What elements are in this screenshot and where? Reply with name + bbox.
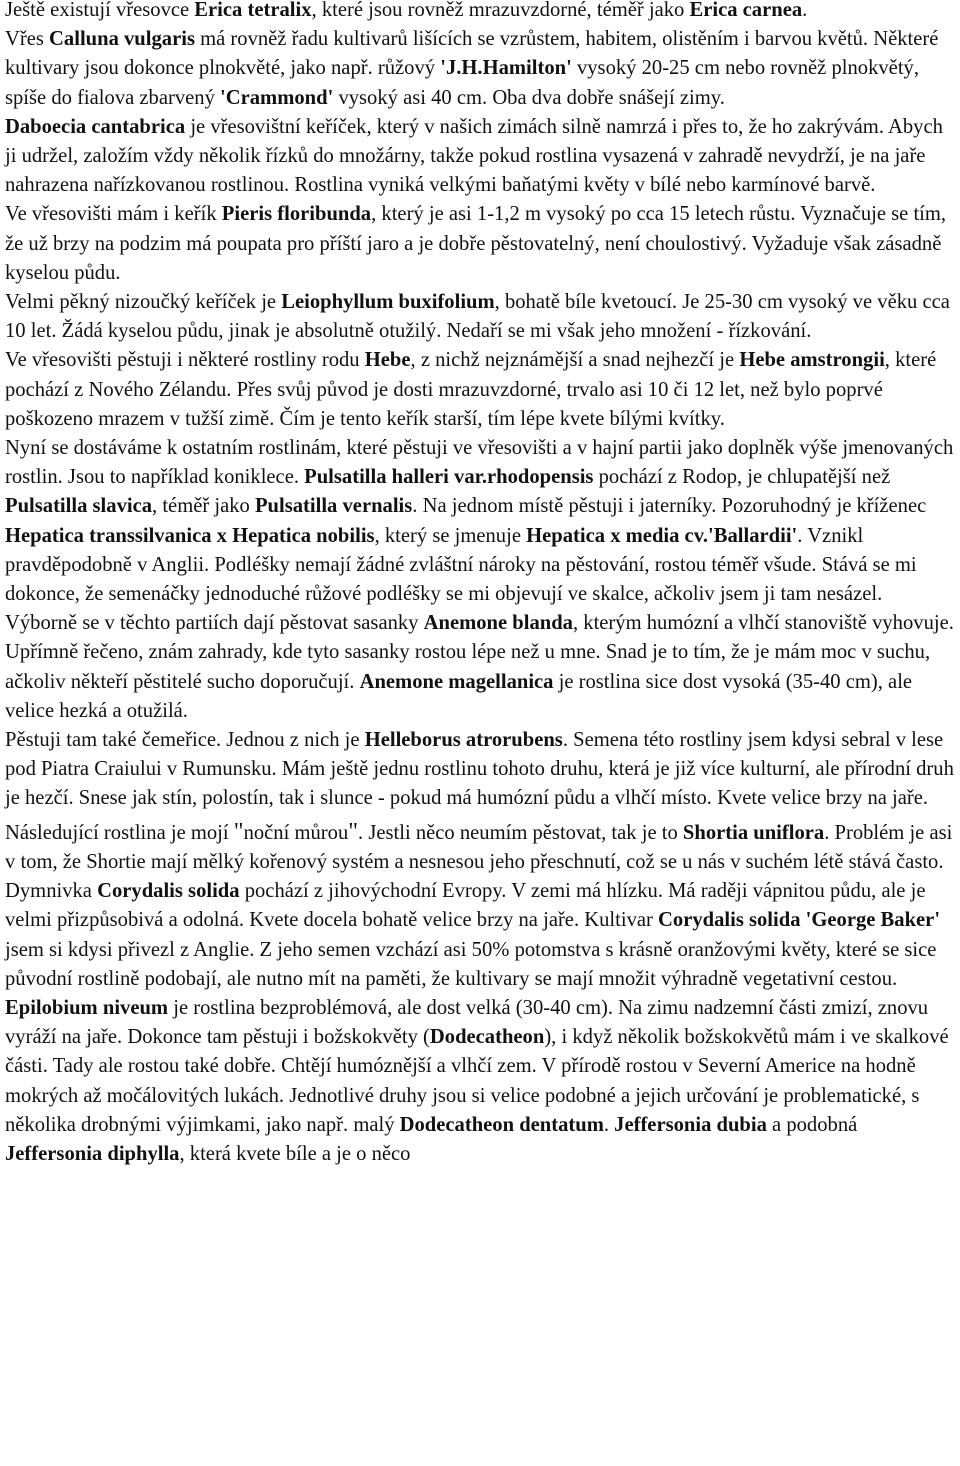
para-daboecia <box>5 113 957 201</box>
text-segment: ), i když několik božskokvětů mám i ve skalkové části. Tady ale rostou také dobře. Chtějí humóznější a vlhčí zem. V přírodě rostou v Severní Americe na hodně mokrých až močálovitých lukách. Jednotlivé druhy jsou si velice podobné a jejich určování je problematické, s několika drobnými výjimkami, jako např. malý <box>5 1026 949 1136</box>
para-helleborus <box>5 726 957 814</box>
text-segment: Vřes <box>5 28 50 51</box>
bold-plant-name: Hepatica transsilvanica x Hepatica nobilis <box>5 524 375 547</box>
text-segment: je rostlina sice dost vysoká (35-40 cm), ale velice hezká a otužilá. <box>5 670 913 722</box>
text-segment: Ve vřesovišti pěstuji i některé rostliny rodu <box>5 349 365 372</box>
text-segment: Velmi pěkný nizoučký keříček je <box>5 291 282 314</box>
text-segment: je rostlina bezproblémová, ale dost velká (30-40 cm). Na zimu nadzemní části zmizí, znovu vyráží na jaře. Dokonce tam pěstuji i božskokvěty ( <box>5 996 929 1049</box>
para-pulsatilla <box>5 434 957 726</box>
bold-plant-name: Erica carnea <box>689 0 803 21</box>
para-shortia <box>5 818 957 1169</box>
text-segment: . Problém je asi v tom, že Shortie mají mělký kořenový systém a nesnesou jeho přeschnutí, což se u nás v suchém létě stává často. Dymnivka <box>5 821 953 903</box>
text-segment: . Semena této rostliny jsem kdysi sebral v lese pod Piatra Craiului v Rumunsku. Mám ještě jednu rostlinu tohoto druhu, která je již více kulturní, ale přírodní druh je hezčí. Snese jak stín, polostín, tak i slunce - pokud má humózní půdu a vlhčí místo. Kvete velice brzy na jaře. <box>5 729 954 810</box>
bold-plant-name: 'Crammond' <box>220 86 334 109</box>
text-segment: Pěstuji tam také čemeřice. Jednou z nich je <box>5 729 365 752</box>
bold-plant-name: Erica tetralix <box>194 0 312 21</box>
bold-plant-name: Jeffersonia dubia <box>614 1113 767 1136</box>
text-segment: má rovněž řadu kultivarů lišících se vzrůstem, habitem, olistěním i barvou květů. Některé kultivary jsou dokonce plnokvěté, jako např. růžový <box>5 28 939 80</box>
bold-plant-name: Corydalis solida <box>97 880 240 903</box>
text-segment: je vřesovištní keříček, který v našich zimách silně namrzá i přes to, že ho zakrývám. Abych ji udržel, založím vždy několik řízků do množárny, takže pokud rostlina vysazená v zahradě nevydrží, je na jaře nahrazena nařízkovanou rostlinou. Rostlina vyniká velkými baňatými květy v bílé nebo karmínové barvě. <box>5 115 943 197</box>
text-segment: , která kvete bíle a je o něco <box>179 1142 411 1165</box>
text-segment: , které pochází z Nového Zélandu. Přes svůj původ je dosti mrazuvzdorné, trvalo asi 10 či 12 let, než bylo poprvé poškozeno mrazem v tužší zimě. Čím je tento keřík starší, tím lépe kvete bílými kvítky. <box>5 349 937 430</box>
text-segment: a podobná <box>766 1113 858 1136</box>
para-calluna <box>5 25 957 113</box>
text-segment: Ještě existují vřesovce <box>5 0 195 21</box>
quote-mark: " <box>233 818 244 845</box>
bold-plant-name: Corydalis solida 'George Baker' <box>658 909 941 932</box>
bold-plant-name: Shortia uniflora <box>682 821 825 844</box>
para-erica <box>5 0 957 25</box>
text-segment: . Jestli něco neumím pěstovat, tak je to <box>358 821 683 844</box>
bold-plant-name: Epilobium niveum <box>5 996 169 1019</box>
text-segment: , z nichž nejznámější a snad nejhezčí je <box>410 349 740 372</box>
text-segment: Ve vřesovišti mám i keřík <box>5 203 222 226</box>
bold-plant-name: Calluna vulgaris <box>49 28 195 51</box>
text-segment: Následující rostlina je mojí <box>5 821 234 844</box>
text-segment: , bohatě bíle kvetoucí. Je 25-30 cm vysoký ve věku cca 10 let. Žádá kyselou půdu, jinak je absolutně otužilý. Nedaří se mi však jeho množení - řízkování. <box>5 291 950 343</box>
text-segment: , který se jmenuje <box>374 524 527 547</box>
document-page <box>5 0 957 1169</box>
text-segment: noční můrou <box>243 821 349 844</box>
bold-plant-name: Jeffersonia diphylla <box>5 1142 180 1165</box>
bold-plant-name: 'J.H.Hamilton' <box>440 57 572 80</box>
text-segment: pochází z Rodop, je chlupatější než <box>593 466 891 489</box>
text-segment: , které jsou rovněž mrazuvzdorné, téměř jako <box>311 0 690 21</box>
bold-plant-name: Hebe amstrongii <box>739 349 885 372</box>
bold-plant-name: Anemone magellanica <box>359 670 554 693</box>
bold-plant-name: Hebe <box>364 349 411 372</box>
bold-plant-name: Pulsatilla slavica <box>5 495 153 518</box>
text-segment: . Vznikl pravděpodobně v Anglii. Podléšky nemají žádné zvláštní nároky na pěstování, rostou téměř všude. Stává se mi dokonce, že semenáčky jednoduché růžové podléšky se mi objevují ve skalce, ačkoliv jsem ji tam nesázel. Výborně se v těchto partiích dají pěstovat sasanky <box>5 524 917 635</box>
bold-plant-name: Dodecatheon <box>429 1026 545 1049</box>
bold-plant-name: Dodecatheon dentatum <box>399 1113 604 1136</box>
text-segment: . <box>603 1113 615 1136</box>
text-segment: vysoký 20-25 cm nebo rovněž plnokvětý, spíše do fialova zbarvený <box>5 57 919 109</box>
bold-plant-name: Pulsatilla halleri var.rhodopensis <box>304 466 594 489</box>
text-segment: , téměř jako <box>152 495 255 518</box>
bold-plant-name: Anemone blanda <box>423 612 573 635</box>
bold-plant-name: Hepatica x media cv.'Ballardii' <box>526 524 798 547</box>
bold-plant-name: Pulsatilla vernalis <box>254 495 413 518</box>
text-segment: Nyní se dostáváme k ostatním rostlinám, které pěstuji ve vřesovišti a v hajní partii jako doplněk výše jmenovaných rostlin. Jsou to například koniklece. <box>5 437 954 489</box>
bold-plant-name: Leiophyllum buxifolium <box>281 291 495 314</box>
bold-plant-name: Pieris floribunda <box>221 203 372 226</box>
text-segment: , kterým humózní a vlhčí stanoviště vyhovuje. Upřímně řečeno, znám zahrady, kde tyto sasanky rostou lépe než u mne. Snad je to tím, že je mám moc v suchu, ačkoliv někteří pěstitelé sucho doporučují. <box>5 612 954 693</box>
text-segment: . <box>802 0 808 21</box>
para-hebe <box>5 346 957 434</box>
text-segment: vysoký asi 40 cm. Oba dva dobře snášejí zimy. <box>333 86 725 109</box>
quote-mark: " <box>348 818 359 845</box>
para-leiophyllum <box>5 288 957 346</box>
bold-plant-name: Daboecia cantabrica <box>5 115 186 138</box>
para-pieris <box>5 200 957 288</box>
text-segment: pochází z jihovýchodní Evropy. V zemi má hlízku. Má raději vápnitou půdu, ale je velmi přizpůsobivá a odolná. Kvete docela bohatě velice brzy na jaře. Kultivar <box>5 880 926 932</box>
bold-plant-name: Helleborus atrorubens <box>364 729 563 752</box>
text-segment: jsem si kdysi přivezl z Anglie. Z jeho semen vzchází asi 50% potomstva s krásně oranžovými květy, které se sice původní rostlině podobají, ale nutno mít na paměti, že kultivary se mají množit výhradně vegetativní cestou. <box>5 938 937 990</box>
text-segment: . Na jednom místě pěstuji i jaterníky. Pozoruhodný je kříženec <box>412 495 927 518</box>
text-segment: , který je asi 1-1,2 m vysoký po cca 15 letech růstu. Vyznačuje se tím, že už brzy na podzim má poupata pro příští jaro a je dobře pěstovatelný, není choulostivý. Vyžaduje však zásadně kyselou půdu. <box>5 203 947 284</box>
